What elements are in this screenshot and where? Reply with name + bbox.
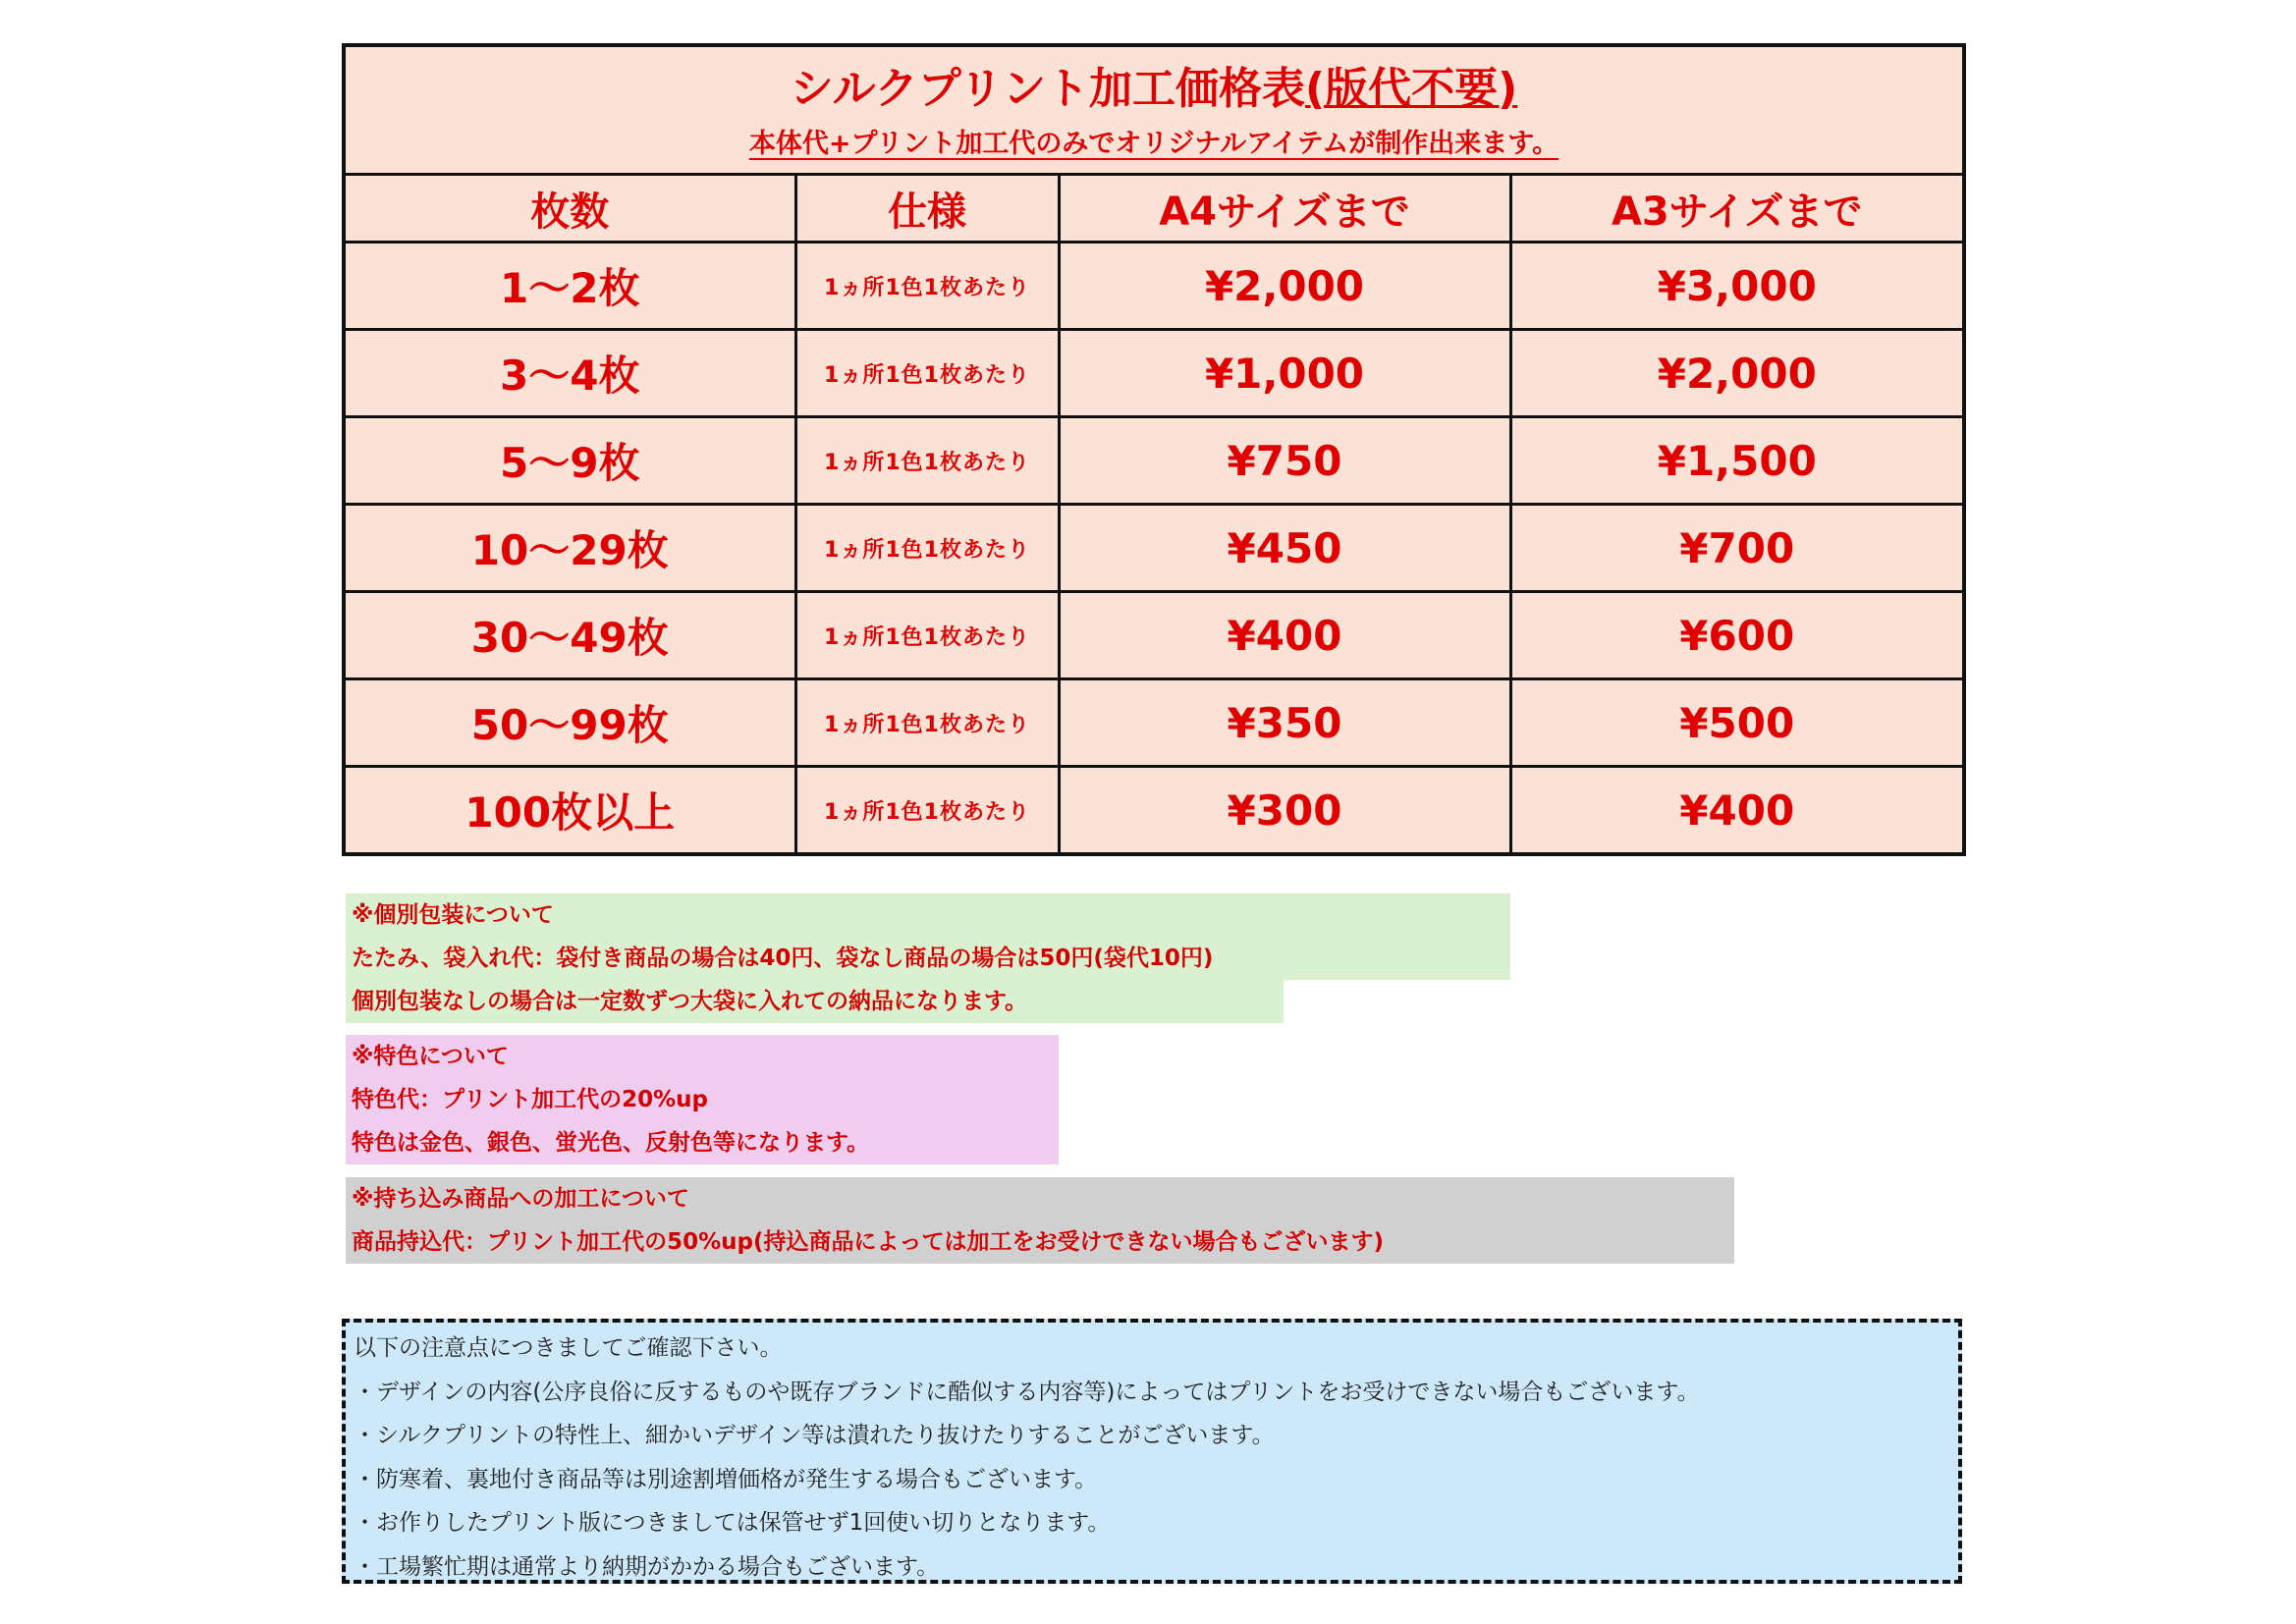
a4-price-cell: ¥300 xyxy=(1059,767,1510,855)
qty-cell: 5～9枚 xyxy=(344,417,795,505)
header-spec: 仕様 xyxy=(795,175,1059,243)
table-title-suffix: (版代不要) xyxy=(1305,64,1518,114)
table-row xyxy=(344,679,1964,767)
table-row xyxy=(344,767,1964,855)
header-a4: A4サイズまで xyxy=(1059,175,1510,243)
packaging-note-heading: ※個別包装について xyxy=(346,893,1510,937)
header-qty: 枚数 xyxy=(344,175,795,243)
spec-cell: 1ヵ所1色1枚あたり xyxy=(795,592,1059,679)
bring-in-note-line: 商品持込代：プリント加工代の50%up(持込商品によっては加工をお受けできない場合もございます) xyxy=(346,1220,1734,1264)
bring-in-note-heading: ※持ち込み商品への加工について xyxy=(346,1177,1734,1220)
a4-price-cell: ¥450 xyxy=(1059,505,1510,592)
spec-cell: 1ヵ所1色1枚あたり xyxy=(795,330,1059,417)
table-row xyxy=(344,592,1964,679)
a3-price-cell: ¥3,000 xyxy=(1510,243,1964,330)
table-row xyxy=(344,417,1964,505)
a4-price-cell: ¥350 xyxy=(1059,679,1510,767)
table-row xyxy=(344,243,1964,330)
spec-cell: 1ヵ所1色1枚あたり xyxy=(795,417,1059,505)
a3-price-cell: ¥600 xyxy=(1510,592,1964,679)
special-color-note-heading: ※特色について xyxy=(346,1035,1059,1078)
table-row xyxy=(344,330,1964,417)
table-title-cell xyxy=(344,45,1964,175)
special-color-note-line: 特色代：プリント加工代の20%up xyxy=(346,1078,1059,1121)
qty-cell: 1～2枚 xyxy=(344,243,795,330)
notice-item: ・防寒着、裏地付き商品等は別途割増価格が発生する場合もございます。 xyxy=(354,1466,1098,1492)
a3-price-cell: ¥1,500 xyxy=(1510,417,1964,505)
notice-item: ・お作りしたプリント版につきましては保管せず1回使い切りとなります。 xyxy=(354,1510,1111,1536)
table-title: シルクプリント加工価格表(版代不要) xyxy=(790,64,1518,114)
qty-cell: 30～49枚 xyxy=(344,592,795,679)
notice-item: ・工場繁忙期は通常より納期がかかる場合もございます。 xyxy=(354,1553,940,1580)
a4-price-cell: ¥2,000 xyxy=(1059,243,1510,330)
a4-price-cell: ¥1,000 xyxy=(1059,330,1510,417)
notice-item: ・デザインの内容(公序良俗に反するものや既存ブランドに酷似する内容等)によってはプリントをお受けできない場合もございます。 xyxy=(354,1379,1700,1405)
qty-cell: 10～29枚 xyxy=(344,505,795,592)
spec-cell: 1ヵ所1色1枚あたり xyxy=(795,505,1059,592)
a4-price-cell: ¥750 xyxy=(1059,417,1510,505)
a4-price-cell: ¥400 xyxy=(1059,592,1510,679)
packaging-note-line: たたみ、袋入れ代：袋付き商品の場合は40円、袋なし商品の場合は50円(袋代10円) xyxy=(346,937,1510,980)
spec-cell: 1ヵ所1色1枚あたり xyxy=(795,679,1059,767)
table-header-row xyxy=(344,175,1964,243)
spec-cell: 1ヵ所1色1枚あたり xyxy=(795,243,1059,330)
notice-intro: 以下の注意点につきましてご確認下さい。 xyxy=(354,1335,783,1361)
notice-item: ・シルクプリントの特性上、細かいデザイン等は潰れたり抜けたりすることがございます。 xyxy=(354,1423,1275,1448)
a3-price-cell: ¥2,000 xyxy=(1510,330,1964,417)
qty-cell: 3～4枚 xyxy=(344,330,795,417)
qty-cell: 100枚以上 xyxy=(344,767,795,855)
table-row xyxy=(344,505,1964,592)
packaging-note-line: 個別包装なしの場合は一定数ずつ大袋に入れての納品になります。 xyxy=(346,980,1284,1023)
a3-price-cell: ¥700 xyxy=(1510,505,1964,592)
a3-price-cell: ¥500 xyxy=(1510,679,1964,767)
notice-box xyxy=(342,1319,1962,1584)
header-a3: A3サイズまで xyxy=(1510,175,1964,243)
table-subtitle: 本体代+プリント加工代のみでオリジナルアイテムが制作出来ます。 xyxy=(748,129,1559,159)
price-table xyxy=(342,43,1966,856)
a3-price-cell: ¥400 xyxy=(1510,767,1964,855)
special-color-note-line: 特色は金色、銀色、蛍光色、反射色等になります。 xyxy=(346,1121,1059,1164)
spec-cell: 1ヵ所1色1枚あたり xyxy=(795,767,1059,855)
qty-cell: 50～99枚 xyxy=(344,679,795,767)
